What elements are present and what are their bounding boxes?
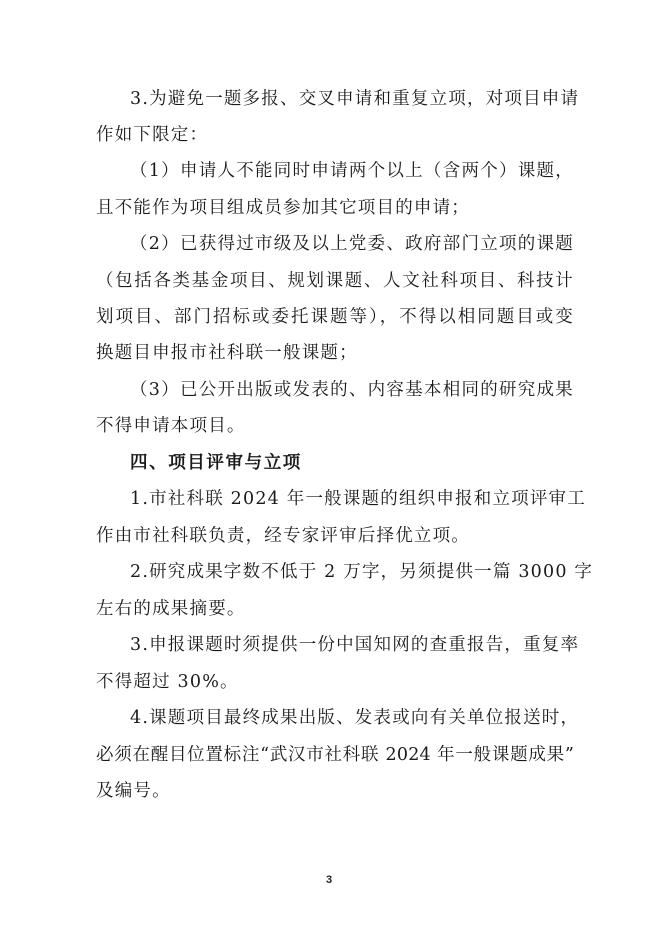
paragraph-line: （包括各类基金项目、规划课题、人文社科项目、科技计 xyxy=(96,271,574,291)
paragraph-line: 且不能作为项目组成员参加其它项目的申请； xyxy=(96,198,470,218)
paragraph-line: 作由市社科联负责，经专家评审后择优立项。 xyxy=(96,526,470,546)
paragraph-line: 1.市社科联 2024 年一般课题的组织申报和立项评审工 xyxy=(130,489,586,509)
paragraph-line: 3.申报课题时须提供一份中国知网的查重报告，重复率 xyxy=(130,635,580,655)
paragraph-line: 及编号。 xyxy=(96,781,171,801)
paragraph-line: 必须在醒目位置标注“武汉市社科联 2024 年一般课题成果” xyxy=(96,745,574,765)
paragraph-line: 2.研究成果字数不低于 2 万字，另须提供一篇 3000 字 xyxy=(130,562,594,582)
paragraph-line: 左右的成果摘要。 xyxy=(96,599,246,619)
section-heading: 四、项目评审与立项 xyxy=(130,453,302,473)
paragraph-line: 不得超过 30%。 xyxy=(96,672,239,692)
paragraph-line: 换题目申报市社科联一般课题； xyxy=(96,343,358,363)
paragraph-line: 3.为避免一题多报、交叉申请和重复立项，对项目申请 xyxy=(130,89,580,109)
paragraph-line: （2）已获得过市级及以上党委、政府部门立项的课题 xyxy=(130,234,574,254)
page-number: 3 xyxy=(325,874,333,886)
paragraph-line: （1）申请人不能同时申请两个以上（含两个）课题， xyxy=(130,161,574,181)
paragraph-line: （3）已公开出版或发表的、内容基本相同的研究成果 xyxy=(130,380,574,400)
paragraph-line: 划项目、部门招标或委托课题等），不得以相同题目或变 xyxy=(96,307,574,327)
paragraph-line: 4.课题项目最终成果出版、发表或向有关单位报送时， xyxy=(130,708,580,728)
paragraph-line: 不得申请本项目。 xyxy=(96,416,246,436)
paragraph-line: 作如下限定： xyxy=(96,125,209,145)
